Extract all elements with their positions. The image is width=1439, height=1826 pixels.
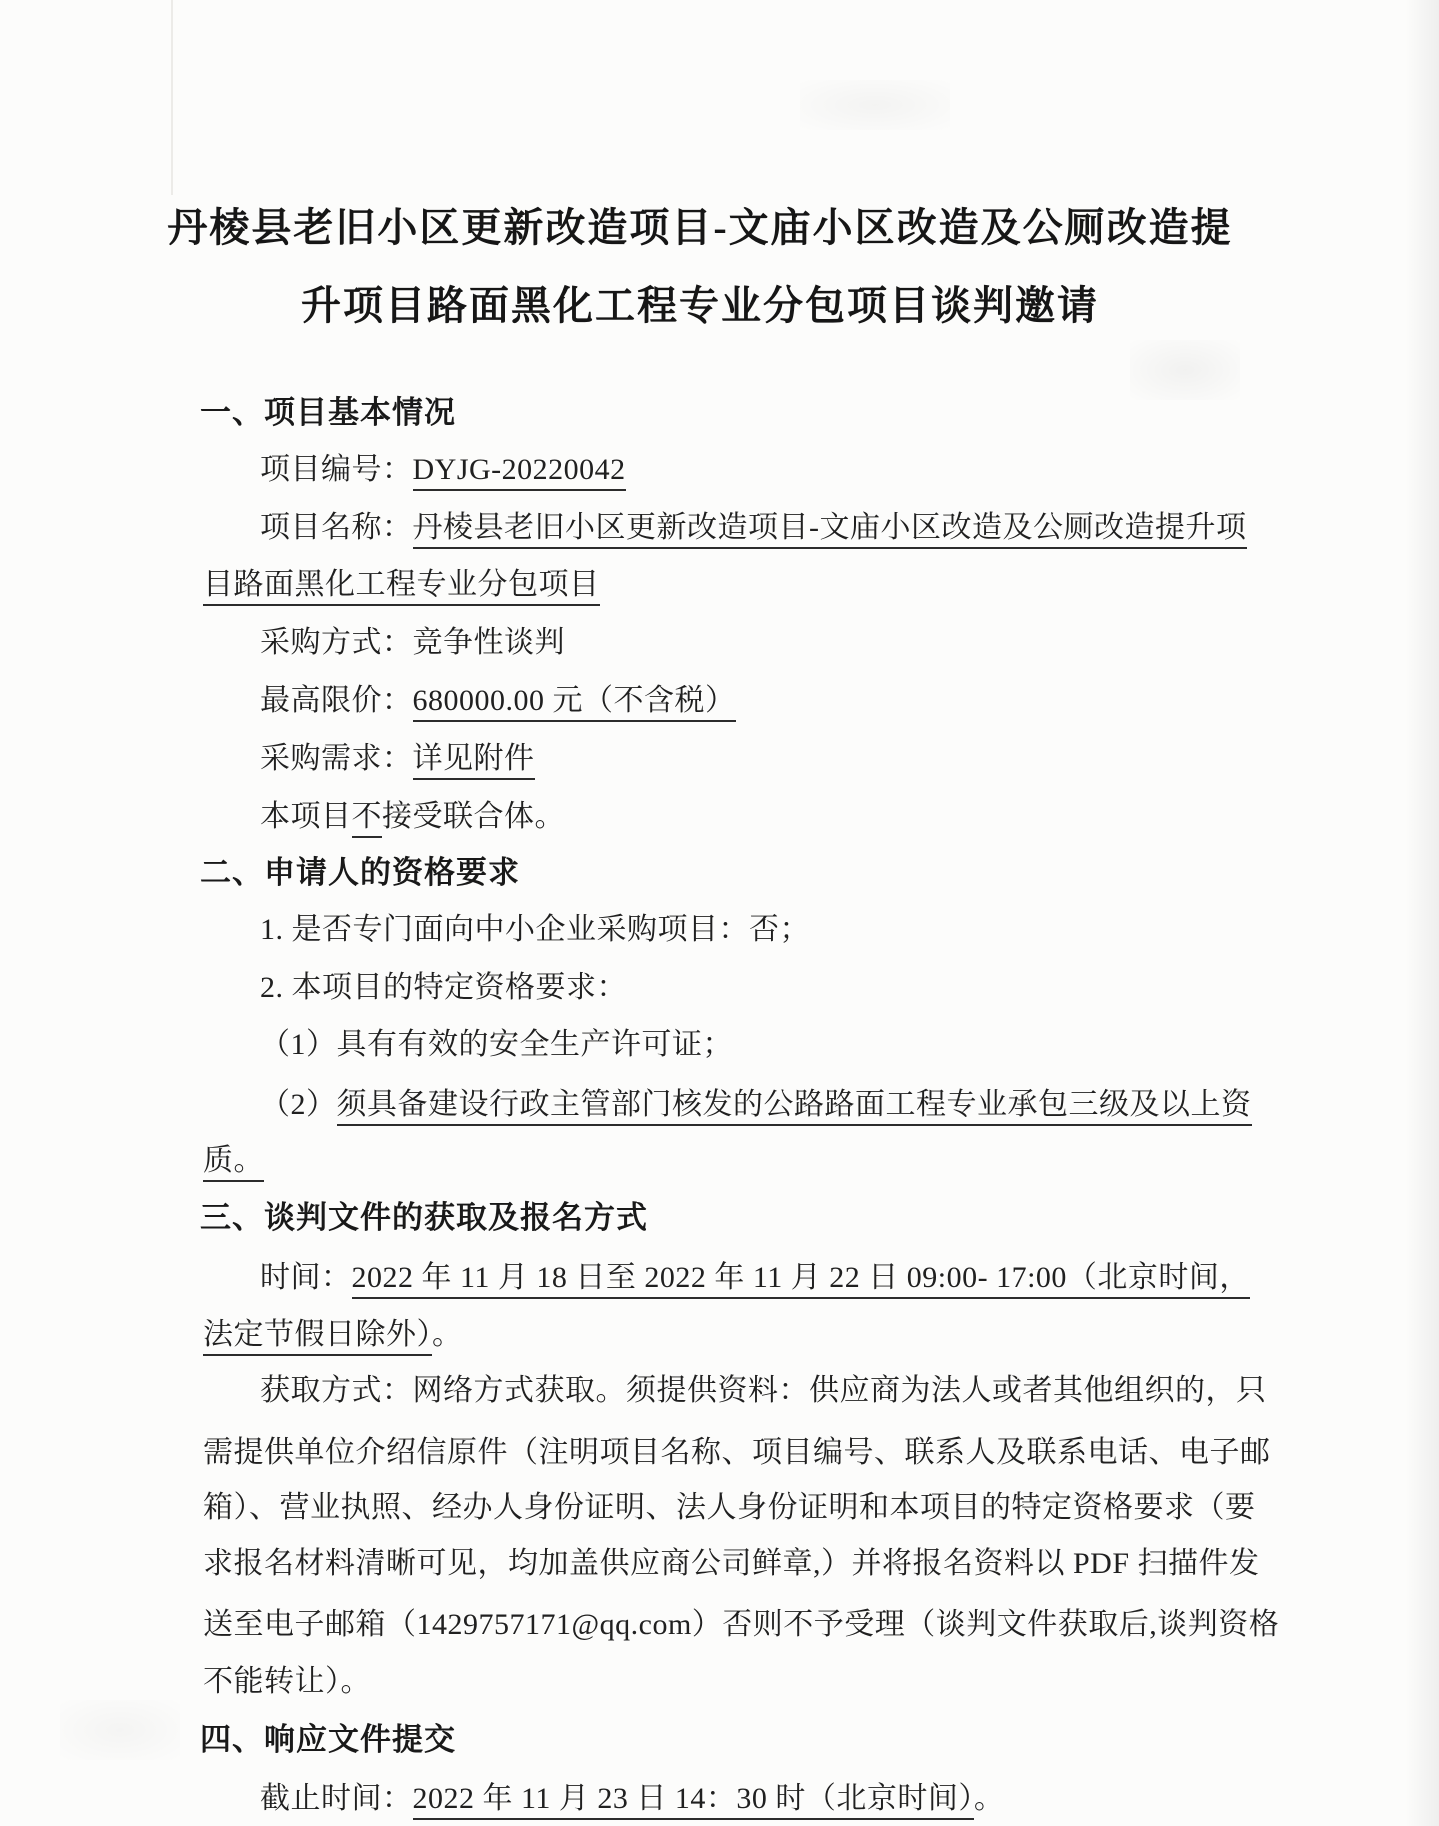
section-1-heading: 一、项目基本情况: [200, 395, 456, 430]
submission-deadline-line: [260, 1782, 1004, 1817]
project-name-value-2: 目路面黑化工程专业分包项目: [203, 568, 600, 606]
acquisition-time-line-2: [203, 1318, 463, 1353]
qualification-item-2-1: （1）具有有效的安全生产许可证；: [260, 1028, 733, 1061]
procurement-method-line: 采购方式：竞争性谈判: [260, 626, 565, 659]
scan-edge-shadow: [1405, 0, 1439, 1826]
project-name-label: 项目名称：: [260, 511, 413, 544]
qualification-item-2-2-value-2: 质。: [203, 1144, 264, 1182]
joint-venture-pre: 本项目: [260, 800, 352, 833]
acquisition-method-line-3: 箱）、营业执照、经办人身份证明、法人身份证明和本项目的特定资格要求（要: [203, 1491, 1256, 1524]
qualification-item-1: 1. 是否专门面向中小企业采购项目：否；: [260, 913, 810, 946]
project-number-label: 项目编号：: [260, 453, 413, 486]
acquisition-method-line-4: 求报名材料清晰可见，均加盖供应商公司鲜章,）并将报名资料以 PDF 扫描件发: [203, 1547, 1260, 1580]
acquisition-time-suffix: 。: [432, 1318, 463, 1351]
acquisition-method-line-2: 需提供单位介绍信原件（注明项目名称、项目编号、联系人及联系电话、电子邮: [203, 1436, 1271, 1469]
procurement-demand-label: 采购需求：: [260, 742, 413, 775]
submission-deadline-value: 2022 年 11 月 23 日 14：30 时（北京时间）: [413, 1782, 974, 1820]
project-number-line: [260, 453, 626, 488]
qualification-item-2-2-pre: （2）: [260, 1088, 337, 1121]
document-title-line-2: 升项目路面黑化工程专业分包项目谈判邀请: [301, 283, 1099, 328]
procurement-demand-line: [260, 742, 535, 777]
max-price-line: [260, 684, 736, 719]
section-2-heading: 二、申请人的资格要求: [200, 855, 520, 890]
project-name-value-1: 丹棱县老旧小区更新改造项目-文庙小区改造及公厕改造提升项: [413, 511, 1247, 549]
acquisition-method-line-1: 获取方式：网络方式获取。须提供资料：供应商为法人或者其他组织的，只: [260, 1374, 1267, 1407]
max-price-value: 680000.00 元（不含税）: [413, 684, 736, 722]
section-4-heading: 四、响应文件提交: [200, 1722, 456, 1757]
acquisition-time-line-1: [260, 1261, 1250, 1296]
procurement-demand-value: 详见附件: [413, 742, 535, 780]
joint-venture-not: 不: [352, 800, 383, 838]
qualification-item-2-2-line-1: [260, 1088, 1252, 1123]
scan-smudge: [800, 80, 950, 130]
max-price-label: 最高限价：: [260, 684, 413, 717]
scan-crease: [171, 0, 173, 195]
acquisition-time-label: 时间：: [260, 1261, 352, 1294]
acquisition-time-value-2: 法定节假日除外）: [203, 1318, 432, 1356]
joint-venture-line: [260, 800, 565, 835]
section-3-heading: 三、谈判文件的获取及报名方式: [200, 1200, 648, 1235]
acquisition-method-line-5: 送至电子邮箱（1429757171@qq.com）否则不予受理（谈判文件获取后,谈判资格: [203, 1608, 1280, 1641]
project-name-line-1: [260, 511, 1247, 546]
qualification-item-2-2-line-2: [203, 1144, 264, 1179]
project-number-value: DYJG-20220042: [413, 453, 626, 491]
qualification-item-2-2-value-1: 须具备建设行政主管部门核发的公路路面工程专业承包三级及以上资: [337, 1088, 1252, 1126]
submission-deadline-suffix: 。: [973, 1782, 1005, 1815]
document-title-line-1: 丹棱县老旧小区更新改造项目-文庙小区改造及公厕改造提: [167, 205, 1233, 250]
acquisition-time-value-1: 2022 年 11 月 18 日至 2022 年 11 月 22 日 09:00- 17:00（北京时间，: [352, 1261, 1250, 1299]
qualification-item-2: 2. 本项目的特定资格要求：: [260, 971, 627, 1004]
acquisition-method-line-6: 不能转让）。: [203, 1665, 371, 1698]
scan-smudge: [1130, 340, 1240, 400]
joint-venture-post: 接受联合体。: [382, 800, 565, 833]
scan-smudge: [60, 1700, 180, 1760]
project-name-line-2: [203, 568, 600, 603]
submission-deadline-label: 截止时间：: [260, 1782, 413, 1815]
